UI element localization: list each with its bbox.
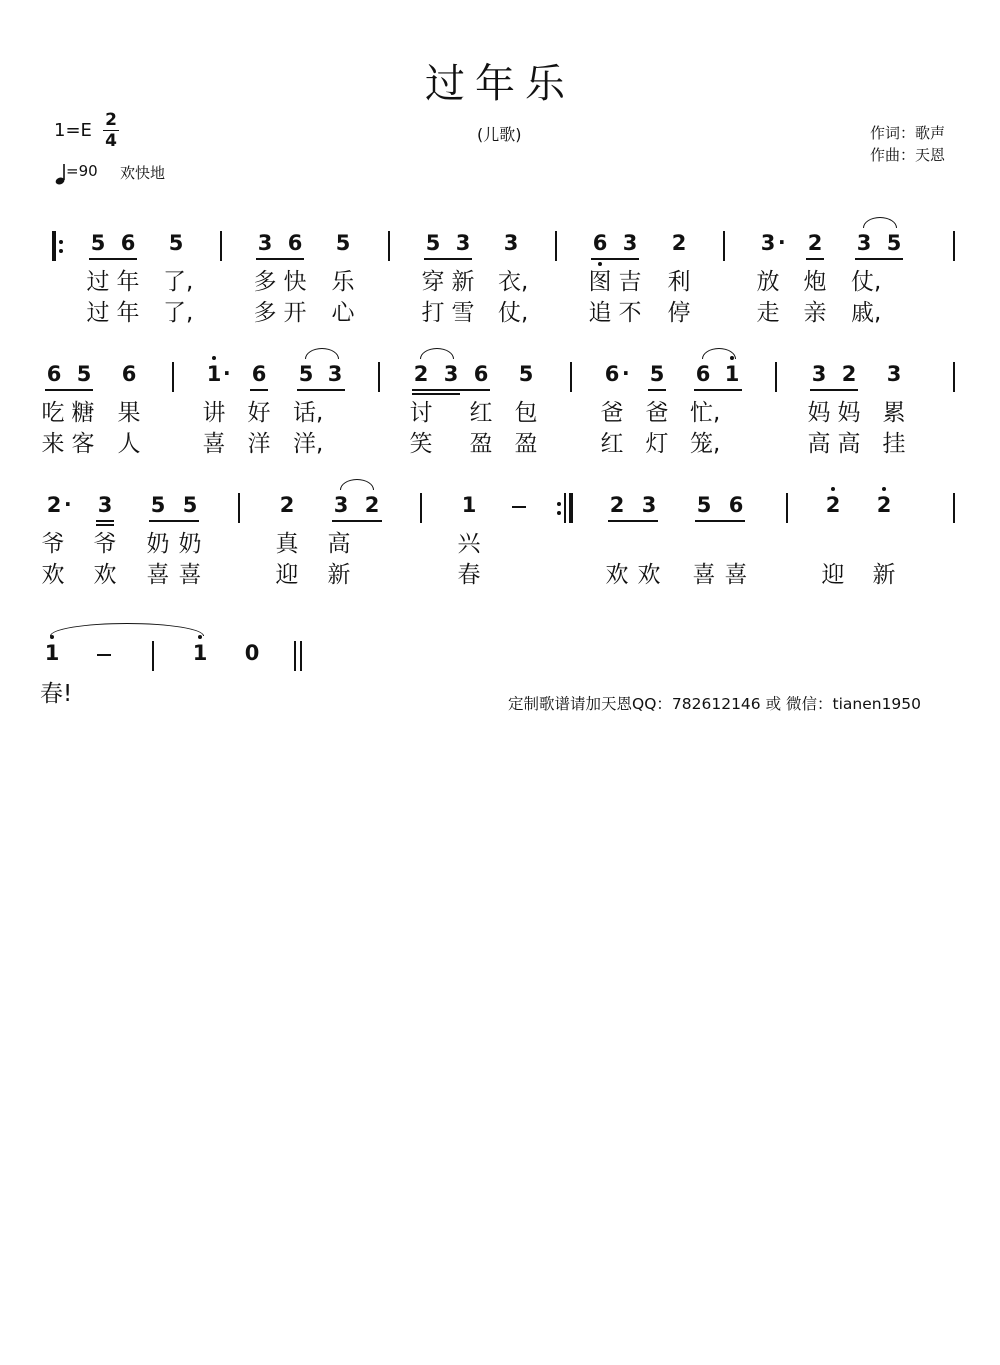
lyric: 奶 [178,531,202,557]
lyric: 春! [40,681,73,707]
note: 5 [886,231,902,255]
note: 5 [425,231,441,255]
composer-credit: 作曲：天恩 [870,146,946,164]
barline [172,362,174,392]
barline [238,493,240,523]
barline [953,362,955,392]
note: 3 [257,231,273,255]
lyric: 话, [293,400,324,426]
beam [250,389,268,391]
note: 1 [192,641,208,665]
lyric: 多 [253,269,277,295]
beam [332,520,382,522]
beam [424,258,472,260]
barline [555,231,557,261]
lyric: 年 [116,300,140,326]
note: 3 [760,231,776,255]
lyric: 红 [469,400,493,426]
repeat-dot [59,249,63,253]
slur [863,217,897,228]
barline [420,493,422,523]
note: 6 [604,362,620,386]
lyricist-credit: 作词：歌声 [870,124,946,142]
lyric: 累 [882,400,906,426]
lyric: 好 [247,400,271,426]
barline [378,362,380,392]
beam [96,520,114,522]
lyric: 欢 [605,562,629,588]
beam [608,520,658,522]
lyric: 利 [667,269,691,295]
beam [855,258,903,260]
lyric: 笼, [690,431,721,457]
lyric: 爷 [41,531,65,557]
note: 1 [461,493,477,517]
lyric: 迎 [821,562,845,588]
lyric: 盈 [469,431,493,457]
lyric: 了, [163,269,194,295]
lyric: 雪 [451,300,475,326]
note: 5 [168,231,184,255]
lyric: 追 [588,300,612,326]
lyric: 喜 [178,562,202,588]
note: 6 [287,231,303,255]
augmentation-dot: · [778,230,786,254]
lyric: 洋, [293,431,324,457]
time-signature [103,110,119,151]
lyric: 春 [457,562,481,588]
song-subtitle: (儿歌) [477,125,522,144]
note: 2 [876,493,892,517]
staff-row-3 [0,493,1000,533]
lyric: 人 [117,431,141,457]
song-title: 过年乐 [425,61,575,107]
repeat-dot [59,240,63,244]
note: 5 [518,362,534,386]
note: 6 [251,362,267,386]
beam [806,258,824,260]
staff-row-1 [0,231,1000,271]
beam [412,389,490,391]
lyric: 仗, [851,269,882,295]
repeat-end-bar [564,493,566,523]
lyric: 喜 [692,562,716,588]
lyrics-row-1 [0,267,1000,337]
note: 6 [473,362,489,386]
lyric: 衣, [498,269,529,295]
augmentation-dot: · [223,361,231,385]
lyric: 挂 [882,431,906,457]
note: 5 [76,362,92,386]
meter-top: 2 [105,110,117,130]
lyric: 停 [667,300,691,326]
lyric: 快 [283,269,307,295]
lyric: 炮 [803,269,827,295]
lyric: 开 [283,300,307,326]
lyric: 戚, [851,300,882,326]
tempo-word: 欢快地 [120,164,166,182]
slur [340,479,374,490]
note: 3 [641,493,657,517]
note: 6 [121,362,137,386]
lyric: 仗, [498,300,529,326]
lyric: 乐 [331,269,355,295]
barline [220,231,222,261]
lyric: 笑 [409,431,433,457]
lyric: 吃 [41,400,65,426]
note: 2 [46,493,62,517]
high-octave-dot [212,356,216,360]
note: 3 [856,231,872,255]
beam-double [412,393,460,395]
lyric: 糖 [71,400,95,426]
lyric: 欢 [93,562,117,588]
beam [648,389,666,391]
barline [953,493,955,523]
note: 2 [364,493,380,517]
note: 2 [413,362,429,386]
note: 6 [728,493,744,517]
beam-double [96,524,114,526]
note: 3 [811,362,827,386]
tie [50,623,204,636]
high-octave-dot [831,487,835,491]
beam [45,389,93,391]
lyric: 讲 [202,400,226,426]
lyric: 新 [327,562,351,588]
repeat-end-bar-thick [569,493,573,523]
dash-hold [97,654,111,656]
augmentation-dot: · [64,492,72,516]
note: 2 [807,231,823,255]
slur [305,348,339,359]
lyric: 兴 [457,531,481,557]
note: 6 [592,231,608,255]
lyric: 喜 [724,562,748,588]
lyric: 忙, [690,400,721,426]
lyric: 喜 [146,562,170,588]
lyric: 妈 [837,400,861,426]
final-bar [294,641,296,671]
meter-bottom: 4 [105,131,117,151]
beam [591,258,639,260]
barline [953,231,955,261]
note: 3 [886,362,902,386]
high-octave-dot [50,635,54,639]
note: 5 [298,362,314,386]
note: 3 [327,362,343,386]
high-octave-dot [882,487,886,491]
lyric: 洋 [247,431,271,457]
lyric: 真 [275,531,299,557]
lyric: 亲 [803,300,827,326]
note: 1 [724,362,740,386]
lyric: 红 [600,431,624,457]
note: 3 [443,362,459,386]
note: 0 [244,641,260,665]
slur [420,348,454,359]
lyric: 果 [117,400,141,426]
lyric: 讨 [409,400,433,426]
lyric: 爸 [600,400,624,426]
lyric: 不 [618,300,642,326]
note: 6 [695,362,711,386]
lyric: 穿 [421,269,445,295]
lyric: 来 [41,431,65,457]
augmentation-dot: · [622,361,630,385]
lyric: 爷 [93,531,117,557]
lyrics-row-2 [0,398,1000,468]
note: 3 [333,493,349,517]
note: 3 [97,493,113,517]
beam [149,520,199,522]
note: 1 [206,362,222,386]
barline [152,641,154,671]
repeat-dot [557,502,561,506]
note: 5 [182,493,198,517]
lyric: 新 [451,269,475,295]
note: 6 [46,362,62,386]
lyric: 爸 [645,400,669,426]
barline [775,362,777,392]
note: 6 [120,231,136,255]
barline [786,493,788,523]
lyric: 年 [116,269,140,295]
note: 2 [671,231,687,255]
note: 2 [609,493,625,517]
note: 3 [503,231,519,255]
contact-footer: 定制歌谱请加天恩QQ：782612146 或 微信：tianen1950 [508,695,922,713]
staff-row-2 [0,362,1000,402]
lyric: 欢 [637,562,661,588]
note: 5 [150,493,166,517]
high-octave-dot [198,635,202,639]
lyric: 客 [71,431,95,457]
slur [702,348,736,359]
note: 5 [649,362,665,386]
lyric: 心 [331,300,355,326]
lyric: 妈 [807,400,831,426]
beam [256,258,304,260]
note: 3 [622,231,638,255]
lyric: 欢 [41,562,65,588]
beam [695,520,745,522]
lyric: 图 [588,269,612,295]
lyric: 灯 [645,431,669,457]
note: 1 [44,641,60,665]
dash-hold [512,506,526,508]
note: 3 [455,231,471,255]
lyric: 高 [807,431,831,457]
note: 2 [279,493,295,517]
lyric: 放 [756,269,780,295]
barline [388,231,390,261]
staff-row-4 [0,641,1000,681]
lyric: 过 [86,300,110,326]
barline [570,362,572,392]
lyric: 迎 [275,562,299,588]
lyric: 高 [327,531,351,557]
beam [297,389,345,391]
lyric: 了, [163,300,194,326]
lyric: 吉 [618,269,642,295]
lyric: 盈 [514,431,538,457]
lyric: 打 [421,300,445,326]
lyric: 多 [253,300,277,326]
beam [694,389,742,391]
lyric: 过 [86,269,110,295]
lyric: 包 [514,400,538,426]
repeat-start-bar [52,231,56,261]
lyric: 奶 [146,531,170,557]
lyrics-row-3 [0,529,1000,599]
barline [723,231,725,261]
note: 2 [825,493,841,517]
lyric: 走 [756,300,780,326]
beam [89,258,137,260]
key-signature: 1=E [54,120,92,141]
repeat-dot [557,511,561,515]
lyric: 新 [872,562,896,588]
beam [810,389,858,391]
note: 5 [90,231,106,255]
lyric: 喜 [202,431,226,457]
tempo-mark: =90 [66,162,98,180]
final-bar [300,641,302,671]
note: 2 [841,362,857,386]
note: 5 [696,493,712,517]
lyric: 高 [837,431,861,457]
note: 5 [335,231,351,255]
low-octave-dot [598,262,602,266]
